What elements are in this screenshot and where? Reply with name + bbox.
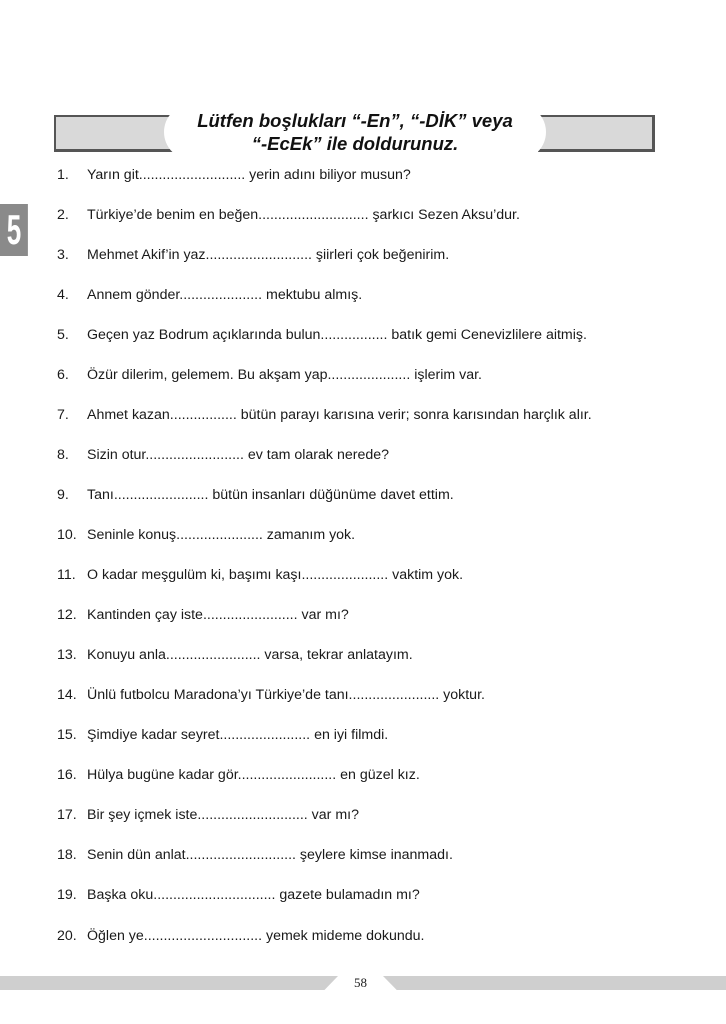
exercise-number: 12. [57,607,77,623]
exercise-text: Türkiye’de benim en beğen............................ şarkıcı Sezen Aksu’dur. [87,207,520,223]
exercise-text: Şimdiye kadar seyret....................... en iyi filmdi. [87,727,389,743]
exercise-text: O kadar meşgulüm ki, başımı kaşı...................... vaktim yok. [87,567,464,583]
exercise-text: Geçen yaz Bodrum açıklarında bulun................. batık gemi Cenevizlilere aitmiş. [87,327,587,343]
exercise-number: 4. [57,287,69,303]
exercise-item [57,445,389,465]
exercise-text: Seninle konuş...................... zamanım yok. [87,527,356,543]
exercise-number: 20. [57,928,77,944]
exercise-number: 16. [57,767,77,783]
exercise-number: 14. [57,687,77,703]
footer-bar-right [383,976,726,990]
exercise-number: 2. [57,207,69,223]
exercise-text: Mehmet Akif’in yaz........................... şiirleri çok beğenirim. [87,247,450,263]
exercise-item [57,565,463,585]
exercise-number: 10. [57,527,77,543]
exercise-text: Konuyu anla........................ varsa, tekrar anlatayım. [87,647,413,663]
exercise-item [57,365,482,385]
exercise-item [57,165,411,185]
exercise-text: Öğlen ye.............................. yemek mideme dokundu. [87,928,425,944]
exercise-number: 15. [57,727,77,743]
exercise-item [57,645,413,665]
exercise-item [57,285,362,305]
exercise-text: Tanı........................ bütün insanları düğünüme davet ettim. [87,487,454,503]
exercise-text: Kantinden çay iste........................ var mı? [87,607,349,623]
exercise-text: Annem gönder..................... mektubu almış. [87,287,363,303]
footer-bar-left [0,976,338,990]
exercise-item [57,605,349,625]
exercise-number: 18. [57,847,77,863]
exercise-number: 11. [57,567,76,583]
exercise-number: 8. [57,447,69,463]
exercise-number: 13. [57,647,77,663]
exercise-text: Özür dilerim, gelemem. Bu akşam yap..................... işlerim var. [87,367,482,383]
exercise-text: Ahmet kazan................. bütün parayı karısına verir; sonra karısından harçlık alır. [87,407,592,423]
exercise-item [57,245,449,265]
exercise-text: Hülya bugüne kadar gör......................... en güzel kız. [87,767,420,783]
exercise-text: Başka oku............................... gazete bulamadın mı? [87,887,420,903]
exercise-number: 1. [57,167,69,183]
exercise-item [57,725,388,745]
exercise-number: 17. [57,807,77,823]
exercise-text: Bir şey içmek iste............................ var mı? [87,807,359,823]
exercise-text: Senin dün anlat............................ şeylere kimse inanmadı. [87,847,453,863]
exercise-number: 7. [57,407,69,423]
exercise-item [57,885,420,905]
exercise-item [57,525,355,545]
exercise-item [57,405,592,425]
exercise-item [57,805,359,825]
exercise-item [57,485,454,505]
exercise-number: 19. [57,887,77,903]
page-title-line-2: “-EcEk” ile doldurunuz. [251,133,459,154]
exercise-text: Yarın git........................... yerin adını biliyor musun? [87,167,411,183]
exercise-item [57,685,485,705]
exercise-item [57,325,587,345]
exercise-text: Ünlü futbolcu Maradona’yı Türkiye’de tanı....................... yoktur. [87,687,485,703]
exercise-item [57,926,425,946]
chapter-tab: 5 [0,204,28,256]
exercise-number: 5. [57,327,69,343]
exercise-item [57,765,420,785]
exercise-text: Sizin otur......................... ev tam olarak nerede? [87,447,390,463]
page-number: 58 [354,975,367,990]
page-title-line-1: Lütfen boşlukları “-En”, “-DİK” veya [197,110,513,131]
exercise-number: 3. [57,247,69,263]
exercise-item [57,205,520,225]
exercise-number: 9. [57,487,69,503]
exercise-number: 6. [57,367,69,383]
exercise-item [57,845,453,865]
